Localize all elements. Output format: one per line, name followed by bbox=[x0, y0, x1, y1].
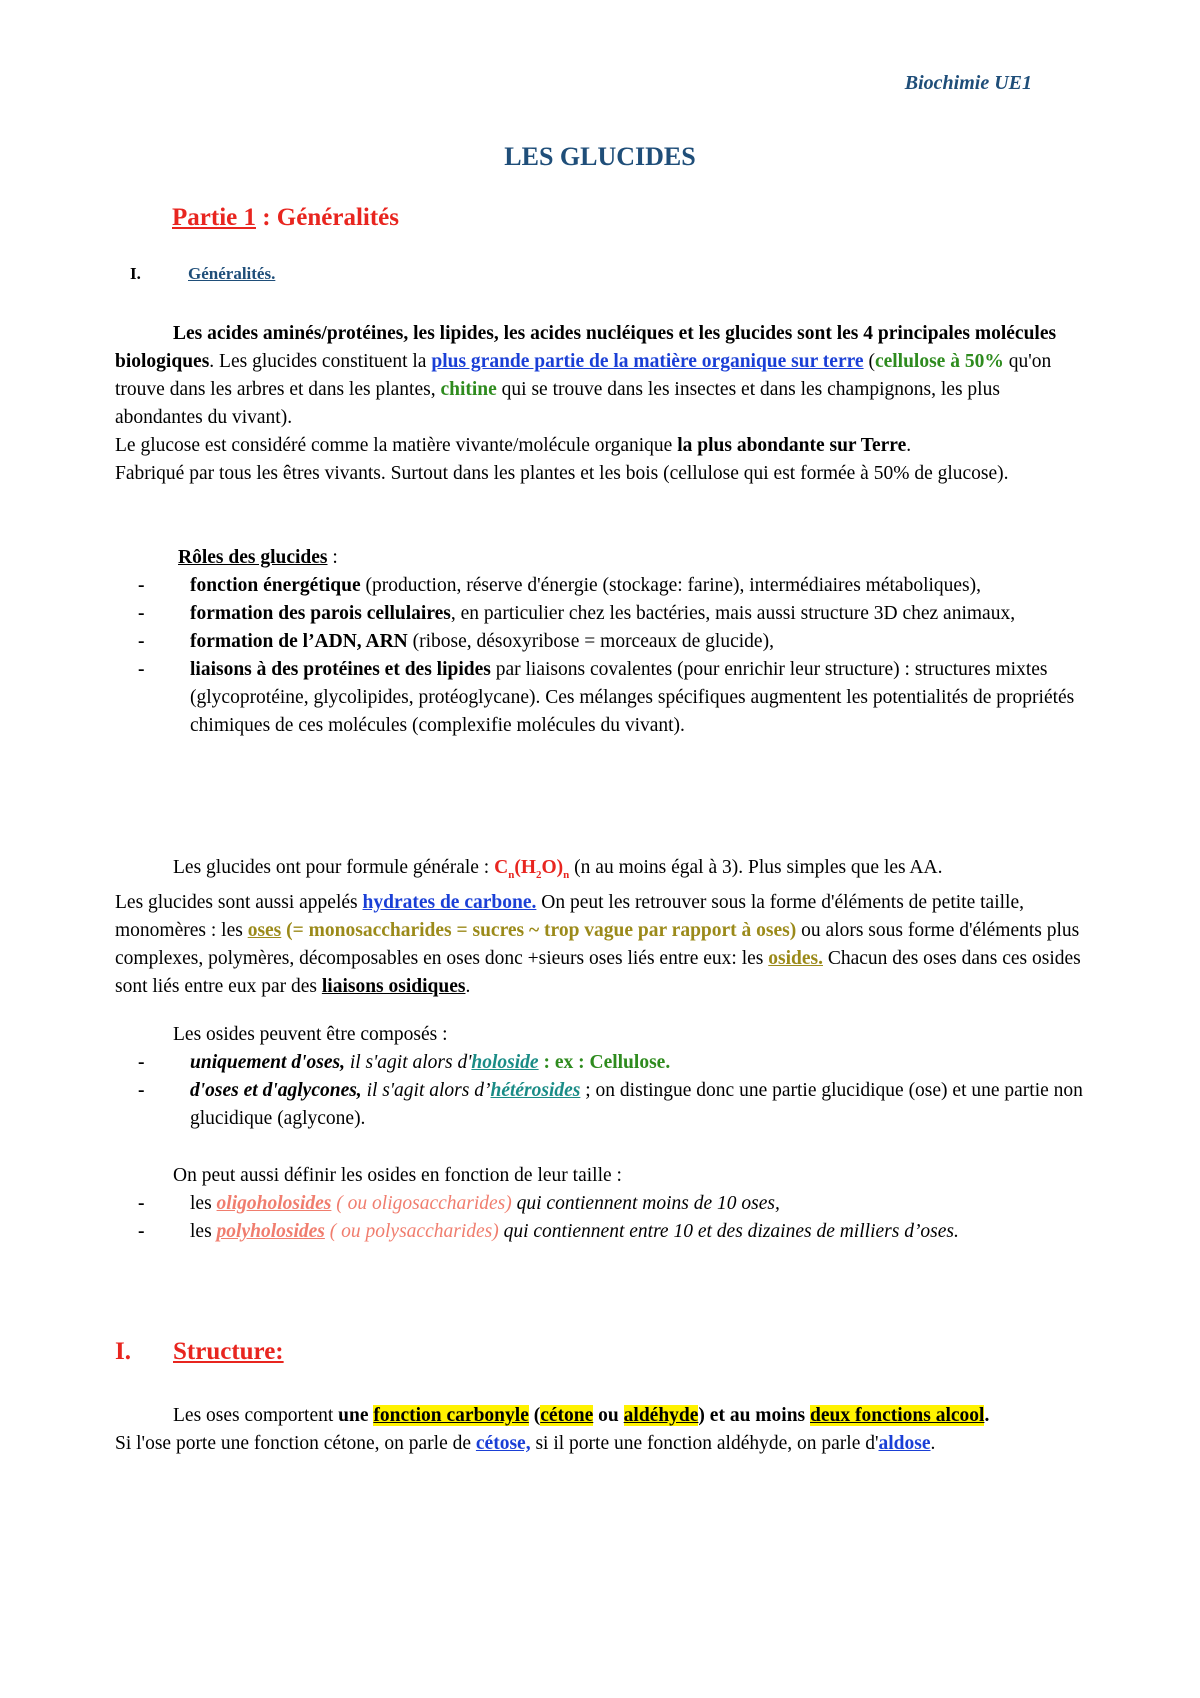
formula-sub-2: 2 bbox=[536, 868, 542, 881]
structure-text: Les oses comportent bbox=[173, 1405, 339, 1426]
section-number: I. bbox=[130, 264, 141, 283]
list-item-text: par liaisons covalentes (pour enrichir leur structure) : structures mixtes (glycoprotéine, glycolipides, protéoglycane). Ces mélanges spécifiques augmentent les potentialités de propriétés chimiques de ces molécules (complexifie molécules du vivant). bbox=[190, 659, 1075, 736]
list-item-text: il s'agit alors d’ bbox=[361, 1080, 491, 1101]
list-item bbox=[138, 656, 1088, 740]
bullet-dash: - bbox=[138, 603, 145, 624]
bullet-dash: - bbox=[138, 631, 145, 652]
roles-heading bbox=[178, 544, 1148, 572]
structure-text: si il porte une fonction aldéhyde, on parle d' bbox=[530, 1433, 879, 1454]
section-label: Structure: bbox=[173, 1338, 284, 1365]
list-item bbox=[138, 600, 1088, 628]
formula-text: (n au moins égal à 3). Plus simples que les AA. bbox=[569, 857, 943, 878]
structure-text: Si l'ose porte une fonction cétone, on parle de bbox=[115, 1433, 476, 1454]
page-title: LES GLUCIDES bbox=[504, 142, 696, 171]
intro-bold: Les acides aminés/protéines, les lipides, les acides nucléiques et les glucides sont les 4 principales molécules biologiques bbox=[115, 323, 1057, 372]
roles-heading-colon: : bbox=[327, 547, 338, 568]
section-number: I. bbox=[115, 1338, 131, 1365]
general-formula bbox=[494, 857, 570, 881]
list-item bbox=[138, 572, 1088, 600]
structure-bold: ou bbox=[593, 1405, 624, 1426]
bullet-dash: - bbox=[138, 659, 145, 680]
formula-text: Les glucides sont aussi appelés bbox=[115, 891, 363, 913]
course-header: Biochimie UE1 bbox=[904, 72, 1032, 94]
formula-text: On peut les retrouver sous la forme d'éléments de petite taille, monomères : les bbox=[115, 891, 1024, 941]
highlight-chitine: chitine bbox=[440, 379, 497, 400]
structure-text: . bbox=[930, 1433, 936, 1454]
highlight-monosaccharides: (= monosaccharides = sucres ~ trop vague par rapport à oses) bbox=[281, 919, 797, 941]
formula-c: C bbox=[494, 857, 509, 878]
section-heading-structure bbox=[115, 1338, 284, 1366]
intro-text: qui se trouve dans les insectes et dans les champignons, les plus abondantes du vivant). bbox=[115, 379, 1000, 428]
highlight-cellulose: cellulose à 50% bbox=[874, 351, 1004, 372]
formula-o: O) bbox=[541, 857, 564, 878]
list-item-text: les bbox=[190, 1221, 217, 1242]
formula-text: Chacun des oses dans ces osides sont liés entre eux par des bbox=[115, 947, 1081, 997]
glucose-bold: la plus abondante sur Terre bbox=[677, 435, 907, 456]
bullet-dash: - bbox=[138, 1193, 145, 1214]
intro-text: ( bbox=[863, 351, 875, 372]
list-item-text: les bbox=[190, 1193, 217, 1214]
section-label: Généralités. bbox=[188, 264, 276, 283]
highlight-cetose: cétose, bbox=[475, 1433, 531, 1454]
formula-sub-n: n bbox=[508, 868, 515, 881]
list-item-text: qui contiennent entre 10 et des dizaines de milliers d’oses. bbox=[498, 1221, 959, 1242]
structure-bold: ( bbox=[528, 1405, 541, 1426]
list-item-text: , en particulier chez les bactéries, mais aussi structure 3D chez animaux, bbox=[450, 603, 1016, 624]
list-item-text: (production, réserve d'énergie (stockage: farine), intermédiaires métaboliques), bbox=[360, 575, 982, 596]
list-item bbox=[138, 1190, 1088, 1218]
highlight-heterosides: hétérosides bbox=[490, 1080, 581, 1101]
list-item bbox=[138, 1049, 1088, 1077]
structure-bold: une bbox=[338, 1405, 374, 1426]
formula-text: Les glucides ont pour formule générale : bbox=[173, 857, 495, 878]
highlight-deux-fonctions-alcool: deux fonctions alcool bbox=[810, 1405, 985, 1426]
highlight-liaisons-osidiques: liaisons osidiques bbox=[321, 975, 466, 997]
part-number: Partie 1 bbox=[172, 204, 256, 231]
intro-text: . Les glucides constituent la bbox=[209, 351, 432, 372]
structure-bold: ) et au moins bbox=[698, 1405, 811, 1426]
highlight-aldehyde: aldéhyde bbox=[623, 1405, 699, 1426]
highlight-fonction-carbonyle: fonction carbonyle bbox=[373, 1405, 529, 1426]
bullet-dash: - bbox=[138, 1221, 145, 1242]
list-item-bold: formation de l’ADN, ARN bbox=[190, 631, 408, 652]
bullet-dash: - bbox=[138, 575, 145, 596]
taille-list bbox=[138, 1190, 1088, 1246]
glucose-text: . bbox=[906, 435, 912, 456]
list-item-bold: d'oses et d'aglycones, bbox=[190, 1080, 362, 1101]
intro-text: qu'on trouve dans les arbres et dans les plantes, bbox=[115, 351, 1052, 400]
list-item-text: ; on distingue donc une partie glucidique (ose) et une partie non glucidique (aglycone). bbox=[190, 1080, 1083, 1129]
highlight-hydrates-de-carbone: hydrates de carbone. bbox=[362, 891, 537, 913]
bullet-dash: - bbox=[138, 1080, 145, 1101]
glucose-text: Le glucose est considéré comme la matière vivante/molécule organique bbox=[115, 435, 678, 456]
glucose-text: Fabriqué par tous les êtres vivants. Surtout dans les plantes et les bois (cellulose qui est formée à 50% de glucose). bbox=[115, 463, 1009, 484]
part-title: : Généralités bbox=[255, 204, 399, 231]
list-item bbox=[138, 1218, 1088, 1246]
polysaccharides-note: ( ou polysaccharides) bbox=[324, 1221, 499, 1242]
formula-sub-n: n bbox=[563, 868, 570, 881]
oligosaccharides-note: ( ou oligosaccharides) bbox=[331, 1193, 512, 1214]
list-item bbox=[138, 628, 1088, 656]
structure-paragraph bbox=[115, 1402, 1085, 1458]
taille-intro: On peut aussi définir les osides en fonction de leur taille : bbox=[173, 1165, 622, 1186]
structure-bold: . bbox=[984, 1405, 990, 1426]
list-item-text: (ribose, désoxyribose = morceaux de glucide), bbox=[407, 631, 774, 652]
highlight-holoside: holoside bbox=[471, 1052, 539, 1073]
highlight-cetone: cétone bbox=[540, 1405, 594, 1426]
list-item bbox=[138, 1077, 1088, 1133]
holoside-example: : ex : Cellulose. bbox=[538, 1052, 671, 1073]
highlight-oligoholosides: oligoholosides bbox=[216, 1193, 332, 1214]
part-heading bbox=[172, 204, 399, 232]
formula-text: . bbox=[465, 975, 471, 997]
formula-paragraph bbox=[115, 854, 1085, 1001]
list-item-text: qui contiennent moins de 10 oses, bbox=[511, 1193, 780, 1214]
roles-list bbox=[138, 572, 1088, 740]
section-heading-generalites bbox=[130, 264, 275, 284]
formula-h: (H bbox=[514, 857, 536, 878]
highlight-aldose: aldose bbox=[878, 1433, 931, 1454]
list-item-bold: liaisons à des protéines et des lipides bbox=[190, 659, 491, 680]
osides-intro: Les osides peuvent être composés : bbox=[173, 1024, 448, 1045]
osides-list bbox=[138, 1049, 1088, 1133]
list-item-bold: uniquement d'oses, bbox=[190, 1052, 345, 1073]
highlight-oses: oses bbox=[247, 919, 282, 941]
bullet-dash: - bbox=[138, 1052, 145, 1073]
intro-paragraph bbox=[115, 320, 1085, 488]
highlight-osides: osides. bbox=[768, 947, 823, 969]
highlight-matiere-organique: plus grande partie de la matière organique sur terre bbox=[431, 351, 864, 372]
formula-text: ou alors sous forme d'éléments plus complexes, polymères, décomposables en oses donc +sieurs oses liés entre eux: les bbox=[115, 919, 1080, 969]
list-item-bold: fonction énergétique bbox=[190, 575, 361, 596]
list-item-text: il s'agit alors d' bbox=[344, 1052, 472, 1073]
list-item-bold: formation des parois cellulaires bbox=[190, 603, 451, 624]
roles-heading-label: Rôles des glucides bbox=[178, 547, 328, 568]
highlight-polyholosides: polyholosides bbox=[216, 1221, 325, 1242]
